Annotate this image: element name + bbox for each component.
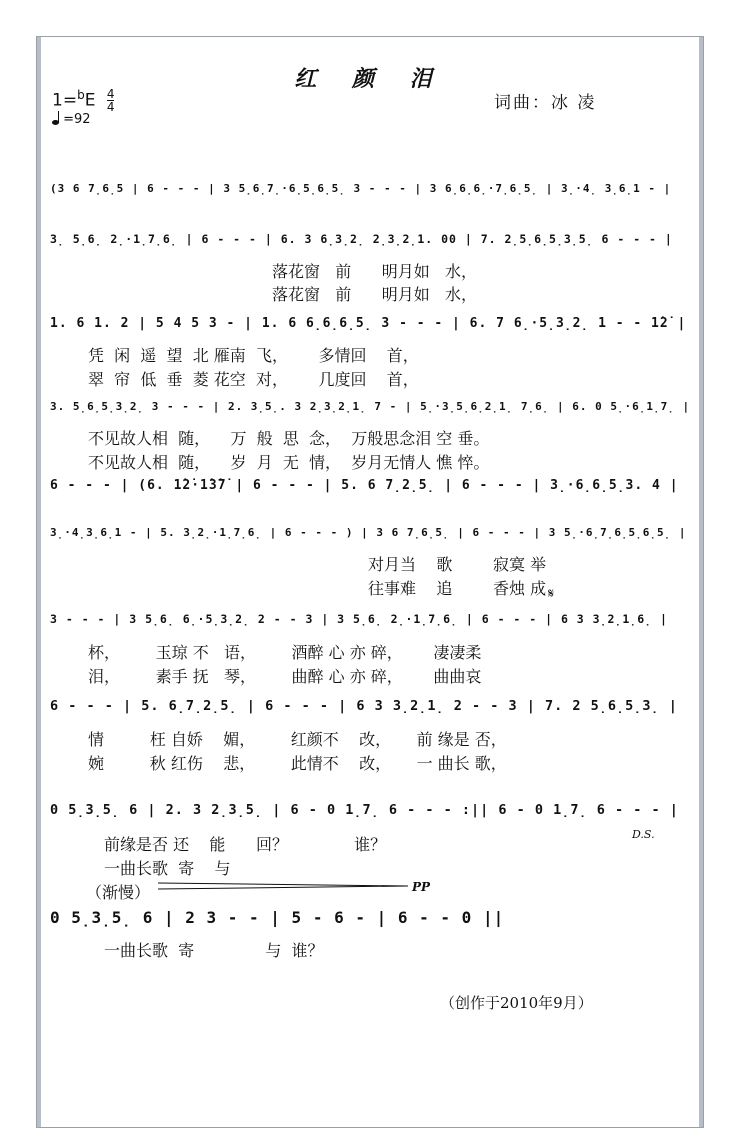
quarter-note-icon bbox=[52, 120, 59, 125]
lyric-line: 前缘是否 还 能 回？ 谁？ bbox=[104, 835, 387, 854]
lyric-line: 杯， 玉琼 不 语， 酒醉 心 亦 碎， 凄凄柔 bbox=[88, 643, 482, 662]
music-line-10 bbox=[50, 902, 690, 933]
pianissimo-marking: PP bbox=[412, 880, 431, 894]
lyric-line: 翠 帘 低 垂 菱 花空 对， 几度回 首， bbox=[88, 370, 419, 389]
lyric-line: 情 枉 自娇 媚， 红颜不 改， 前 缘是 否， bbox=[88, 730, 507, 749]
notation-text: 3̣·4̣3̣6̣1 - | 5. 3̣2̣·1̣7̣6̣ | 6 - - - ) | 3 6 7̣6̣5̣ | 6 - - - | 3 5̣·6̣7̣6̣5̣6̣5̣ | bbox=[50, 526, 687, 539]
lyric-line: 往事难 追 香烛 成 bbox=[368, 579, 547, 598]
time-bottom: 4 bbox=[106, 100, 115, 115]
key-signature bbox=[52, 88, 114, 113]
music-line-4 bbox=[50, 394, 690, 425]
key-prefix: 1= bbox=[52, 90, 78, 111]
lyric-line: 一曲长歌 寄 与 谁？ bbox=[104, 941, 324, 960]
tempo-marking bbox=[52, 112, 91, 127]
key-note: E bbox=[84, 90, 96, 111]
music-line-6 bbox=[50, 520, 690, 551]
music-line-2 bbox=[50, 226, 690, 257]
music-line-3 bbox=[50, 310, 690, 341]
notation-text: 0 5̣3̣5̣ 6 | 2 3 - - | 5 - 6 - | 6 - - 0 || bbox=[50, 908, 505, 927]
segno-icon: 𝄋 bbox=[548, 586, 555, 602]
notation-text: 0 5̣3̣5̣ 6 | 2. 3 2̣3̣5̣ | 6 - 0 1̣7̣ 6 - - - :|| 6 - 0 1̣7̣ 6 - - - | bbox=[50, 802, 679, 818]
music-line-7 bbox=[50, 606, 690, 637]
tempo-value: =92 bbox=[63, 112, 91, 127]
decrescendo-icon bbox=[158, 882, 408, 890]
music-line-9 bbox=[50, 796, 690, 827]
music-line-5 bbox=[50, 472, 690, 503]
lyric-line: 不见故人相 随， 岁 月 无 情， 岁月无情人 憔 悴。 bbox=[88, 453, 490, 472]
notation-text: 3̣ 5̣6̣ 2̣·1̣7̣6̣ | 6 - - - | 6. 3 6̣3̣2̣ 2̣3̣2̣1. 00 | 7. 2̣5̣6̣5̣3̣5̣ 6 - - - | bbox=[50, 232, 673, 246]
notation-text: 3. 5̣6̣5̣3̣2̣ 3 - - - | 2. 3̣5̣. 3 2̣3̣2̣1̣ 7 - | 5̣·3̣5̣6̣2̣1̣ 7̣6̣ | 6. 0 5̣·6̣1̣7̣ | bbox=[50, 400, 691, 413]
lyric-line: 凭 闲 遥 望 北 雁南 飞， 多情回 首， bbox=[88, 346, 419, 365]
music-line-1 bbox=[50, 176, 690, 207]
lyric-line: 一曲长歌 寄 与 bbox=[104, 859, 231, 878]
notation-text: 6 - - - | (6. 1̇2̇·1̇3̇7̇ | 6 - - - | 5. 6 7̣2̣5̣ | 6 - - - | 3̣·6̣6̣5̣3. 4 | bbox=[50, 478, 679, 493]
composer-credit: 词曲：冰 凌 bbox=[494, 93, 597, 113]
song-title: 红 颜 泪 bbox=[294, 66, 446, 92]
lyric-line: 对月当 歌 寂寞 举 bbox=[368, 555, 547, 574]
lyric-line: 落花窗 前 明月如 水， bbox=[272, 285, 478, 304]
notation-text: 1. 6 1. 2 | 5 4 5 3 - | 1. 6 6̣6̣6̣5̣ 3 - - - | 6. 7 6̣·5̣3̣2̣ 1 - - 1̇2̇ | bbox=[50, 316, 687, 331]
lyric-line: 婉 秋 红伤 悲， 此情不 改， 一 曲长 歌， bbox=[88, 754, 507, 773]
notation-text: 6 - - - | 5. 6̣7̣2̣5̣ | 6 - - - | 6 3 3̣2̣1̣ 2 - - 3 | 7. 2 5̣6̣5̣3̣ | bbox=[50, 698, 678, 714]
lyric-line: 泪， 素手 抚 琴， 曲醉 心 亦 碎， 曲曲哀 bbox=[88, 667, 482, 686]
creation-date: （创作于2010年9月） bbox=[440, 994, 593, 1012]
music-line-8 bbox=[50, 692, 690, 723]
ds-marking: D.S. bbox=[632, 828, 655, 841]
notation-text: 3 - - - | 3 5̣6̣ 6̣·5̣3̣2̣ 2 - - 3 | 3 5̣6̣ 2̣·1̣7̣6̣ | 6 - - - | 6 3 3̣2̣1̣6̣ | bbox=[50, 612, 668, 626]
lyric-line: 不见故人相 随， 万 般 思 念， 万般思念泪 空 垂。 bbox=[88, 429, 490, 448]
lyric-line: 落花窗 前 明月如 水， bbox=[272, 262, 478, 281]
ritardando-marking: （渐慢） bbox=[86, 883, 151, 902]
notation-text: (3 6 7̣6̣5 | 6 - - - | 3 5̣6̣7̣·6̣5̣6̣5̣ 3 - - - | 3 6̣6̣6̣·7̣6̣5̣ | 3̣·4̣ 3̣6̣1 - | bbox=[50, 182, 672, 195]
time-top: 4 bbox=[106, 87, 115, 102]
flat-sign: b bbox=[77, 88, 85, 102]
time-signature bbox=[107, 88, 115, 113]
